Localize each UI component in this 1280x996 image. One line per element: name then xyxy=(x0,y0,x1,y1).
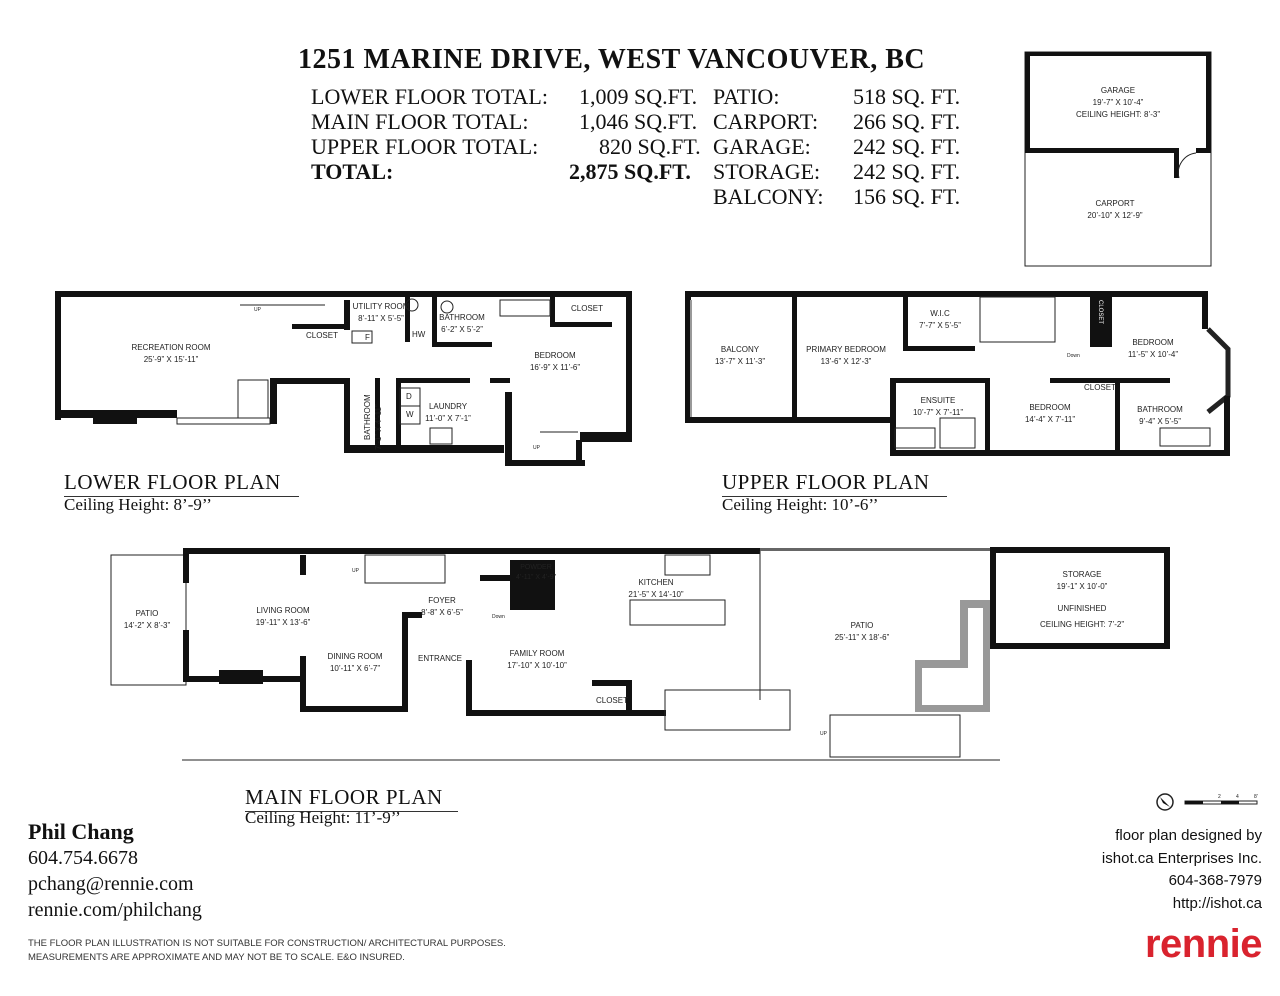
lower-up-label-2: UP xyxy=(533,445,540,451)
upper-room-balcony: BALCONY xyxy=(720,345,760,354)
designer-url[interactable]: http://ishot.ca xyxy=(1172,894,1262,912)
upper-room-bedroom-2-dims: 11’-5” X 10’-4” xyxy=(1127,350,1179,359)
upper-plan-title-text: UPPER FLOOR PLAN xyxy=(722,470,947,497)
main-room-patio-2: PATIO xyxy=(850,621,874,630)
disclaimer-line-1: THE FLOOR PLAN ILLUSTRATION IS NOT SUITABLE FOR CONSTRUCTION/ ARCHITECTURAL PURPOSES. xyxy=(28,938,506,949)
upper-room-bedroom-2: BEDROOM xyxy=(1132,338,1174,347)
garage-label: GARAGE xyxy=(1100,86,1136,95)
carport-area-value: 266 SQ. FT. xyxy=(853,109,961,134)
main-room-storage: STORAGE xyxy=(1062,570,1102,579)
lower-f-label: F xyxy=(365,333,370,342)
upper-plan-title xyxy=(722,470,947,497)
lower-up-label: UP xyxy=(254,307,261,313)
disclaimer xyxy=(28,937,506,965)
lower-room-laundry: LAUNDRY xyxy=(428,402,468,411)
balcony-area-value: 156 SQ. FT. xyxy=(853,184,961,209)
garage-area-value: 242 SQ. FT. xyxy=(853,134,961,159)
main-up-label: UP xyxy=(352,568,359,574)
lower-room-bathroom: BATHROOM xyxy=(439,313,485,322)
total-upper-label: UPPER FLOOR TOTAL: xyxy=(311,134,539,159)
upper-room-bathroom-dims: 9’-4” X 5’-5” xyxy=(1139,417,1181,426)
garage-ceiling: CEILING HEIGHT: 8’-3” xyxy=(1075,110,1161,119)
storage-area-label: STORAGE: xyxy=(713,159,821,184)
main-room-foyer-dims: 8’-8” X 6’-5” xyxy=(421,608,463,617)
main-room-family-dims: 17’-10” X 10’-10” xyxy=(507,661,567,670)
lower-room-recreation: RECREATION ROOM xyxy=(131,343,211,352)
agent-name: Phil Chang xyxy=(28,819,134,844)
lower-room-bedroom: BEDROOM xyxy=(534,351,576,360)
lower-room-bedroom-dims: 16’-9” X 11’-6” xyxy=(529,363,581,372)
designer-line-1: floor plan designed by xyxy=(1115,827,1262,844)
lower-room-bathroom-2: BATHROOM xyxy=(363,394,372,440)
lower-washer-label: W xyxy=(406,410,414,419)
agent-contact xyxy=(28,819,202,923)
lower-plan-ceiling: Ceiling Height: 8’-9’’ xyxy=(64,495,212,514)
designer-credit xyxy=(1102,825,1262,915)
scale-bar xyxy=(1157,794,1258,810)
carport-dims: 20’-10” X 12’-9” xyxy=(1087,211,1143,220)
lower-room-laundry-dims: 11’-0” X 7’-1” xyxy=(425,414,471,423)
lower-room-utility-dims: 8’-11” X 5’-5” xyxy=(358,314,404,323)
upper-room-balcony-dims: 13’-7” X 11’-3” xyxy=(714,357,766,366)
upper-room-ensuite: ENSUITE xyxy=(920,396,956,405)
main-room-foyer: FOYER xyxy=(428,596,456,605)
main-up-label-2: UP xyxy=(820,731,827,737)
upper-room-bedroom-1: BEDROOM xyxy=(1029,403,1071,412)
storage-area-value: 242 SQ. FT. xyxy=(853,159,961,184)
disclaimer-line-2: MEASUREMENTS ARE APPROXIMATE AND MAY NOT BE TO SCALE. E&O INSURED. xyxy=(28,952,405,963)
main-room-storage-dims: 19’-1” X 10’-0” xyxy=(1056,582,1108,591)
garage-area-label: GARAGE: xyxy=(713,134,811,159)
main-room-living: LIVING ROOM xyxy=(256,606,310,615)
upper-room-bathroom: BATHROOM xyxy=(1137,405,1183,414)
carport-label: CARPORT xyxy=(1095,199,1135,208)
scale-mark-4: 4 xyxy=(1236,794,1239,800)
total-main-label: MAIN FLOOR TOTAL: xyxy=(311,109,529,134)
lower-room-recreation-dims: 25’-9” X 15’-11” xyxy=(143,355,199,364)
address-title: 1251 MARINE DRIVE, WEST VANCOUVER, BC xyxy=(298,44,926,75)
designer-line-2: ishot.ca Enterprises Inc. xyxy=(1101,849,1262,867)
main-room-closet: CLOSET xyxy=(595,696,629,705)
agent-website[interactable]: rennie.com/philchang xyxy=(28,899,202,921)
upper-room-closet: CLOSET xyxy=(1083,383,1117,392)
upper-floor-plan xyxy=(685,291,1230,456)
main-room-unfinished: UNFINISHED xyxy=(1057,604,1107,613)
main-room-kitchen: KITCHEN xyxy=(638,578,674,587)
lower-room-bathroom-2-dims: 7’-1” X 4’-11” xyxy=(374,404,383,450)
main-room-powder-dims: 4’-11” X 4’-9” xyxy=(516,574,556,581)
scale-mark-2: 2 xyxy=(1218,794,1221,800)
total-lower-label: LOWER FLOOR TOTAL: xyxy=(311,84,548,109)
lower-room-closet-2: CLOSET xyxy=(570,304,604,313)
main-room-entrance: ENTRANCE xyxy=(417,654,463,663)
main-room-storage-ceiling: CEILING HEIGHT: 7’-2” xyxy=(1039,620,1125,629)
total-lower-value: 1,009 SQ.FT. xyxy=(579,84,698,109)
lower-floor-plan xyxy=(55,291,632,466)
carport-area-label: CARPORT: xyxy=(713,109,819,134)
main-room-kitchen-dims: 21’-5” X 14’-10” xyxy=(628,590,684,599)
main-plan-ceiling: Ceiling Height: 11’-9’’ xyxy=(245,808,401,827)
upper-room-bedroom-1-dims: 14’-4” X 7’-11” xyxy=(1024,415,1076,424)
upper-room-primary: PRIMARY BEDROOM xyxy=(806,345,886,354)
total-main-value: 1,046 SQ.FT. xyxy=(579,109,698,134)
main-room-patio-dims: 14’-2” X 8’-3” xyxy=(123,621,171,630)
rennie-logo: rennie xyxy=(1144,922,1262,966)
main-room-patio-2-dims: 25’-11” X 18’-6” xyxy=(834,633,890,642)
lower-room-bathroom-dims: 6’-2” X 5’-2” xyxy=(441,325,483,334)
upper-plan-ceiling: Ceiling Height: 10’-6’’ xyxy=(722,495,879,514)
lower-plan-title-text: LOWER FLOOR PLAN xyxy=(64,470,299,497)
patio-area-label: PATIO: xyxy=(713,84,780,109)
upper-closet-vertical: CLOSET xyxy=(1097,300,1103,325)
agent-phone[interactable]: 604.754.6678 xyxy=(28,847,138,869)
main-room-family: FAMILY ROOM xyxy=(509,649,565,658)
main-room-patio: PATIO xyxy=(135,609,159,618)
main-room-powder: POWDER xyxy=(520,564,552,571)
agent-email[interactable]: pchang@rennie.com xyxy=(28,873,194,895)
upper-room-wic-dims: 7’-7” X 5’-5” xyxy=(919,321,961,330)
upper-room-ensuite-dims: 10’-7” X 7’-11” xyxy=(912,408,964,417)
main-down-label: Down xyxy=(492,614,505,620)
patio-area-value: 518 SQ. FT. xyxy=(853,84,961,109)
total-label: TOTAL: xyxy=(311,159,394,184)
main-room-dining-dims: 10’-11” X 6’-7” xyxy=(329,664,381,673)
main-plan-title-text: MAIN FLOOR PLAN xyxy=(245,785,458,812)
total-upper-value: 820 SQ.FT. xyxy=(599,134,701,159)
lower-dryer-label: D xyxy=(406,392,412,401)
designer-phone[interactable]: 604-368-7979 xyxy=(1168,872,1262,889)
lower-plan-title xyxy=(64,470,299,497)
lower-hw-label: HW xyxy=(412,330,426,339)
upper-room-primary-dims: 13’-6” X 12’-3” xyxy=(820,357,872,366)
scale-mark-8: 8' xyxy=(1254,794,1258,800)
garage-dims: 19’-7” X 10’-4” xyxy=(1092,98,1144,107)
upper-down-label: Down xyxy=(1067,353,1080,359)
total-value: 2,875 SQ.FT. xyxy=(569,159,691,184)
main-room-dining: DINING ROOM xyxy=(327,652,383,661)
main-floor-plan xyxy=(111,547,1170,760)
main-room-living-dims: 19’-11” X 13’-6” xyxy=(255,618,311,627)
upper-room-wic: W.I.C xyxy=(930,309,950,318)
lower-room-closet-1: CLOSET xyxy=(305,331,339,340)
garage-carport-plan xyxy=(1025,52,1211,266)
balcony-area-label: BALCONY: xyxy=(713,184,824,209)
lower-room-utility: UTILITY ROOM xyxy=(352,302,410,311)
